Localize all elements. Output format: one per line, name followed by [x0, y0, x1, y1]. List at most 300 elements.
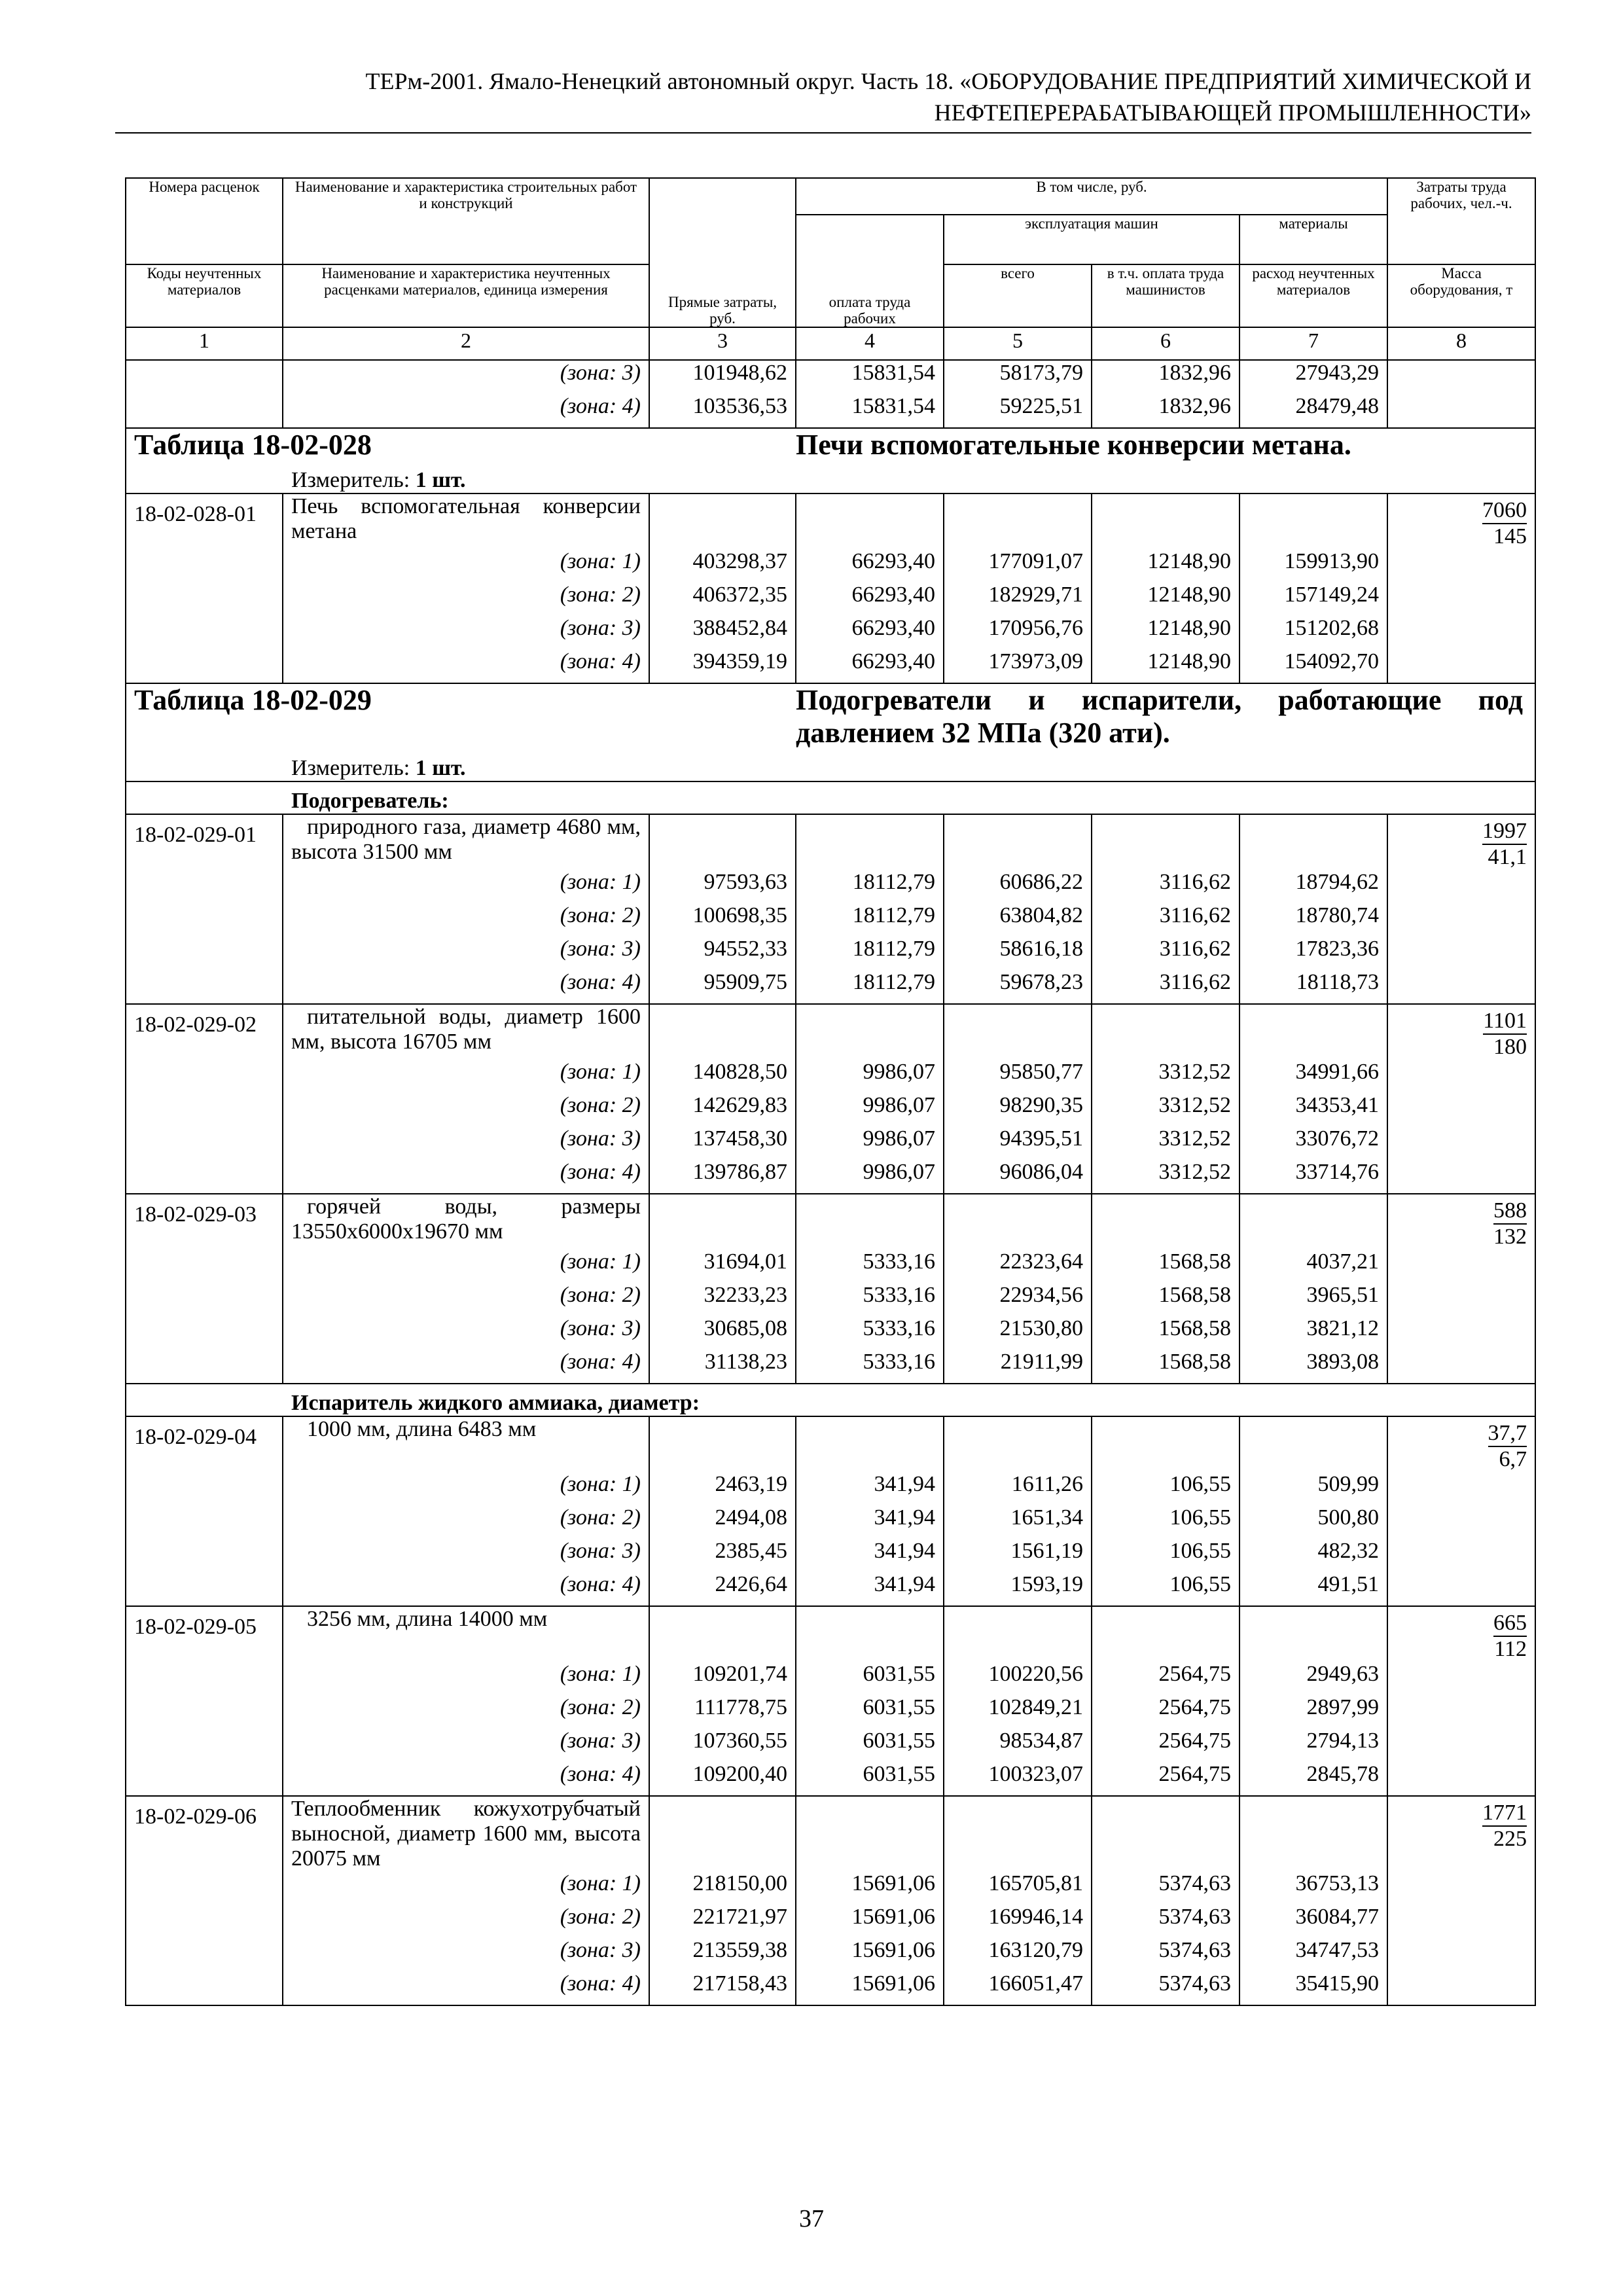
empty-value-cell [1092, 1004, 1240, 1060]
zone-label: (зона: 1) [283, 1060, 649, 1093]
machines-total-value: 166051,47 [944, 1971, 1092, 2005]
empty-code-cell [126, 903, 283, 937]
machinists-pay-value: 1568,58 [1092, 1316, 1240, 1350]
measure-label: Измеритель: [291, 756, 410, 780]
labor-costs-value: 1771 [1482, 1801, 1527, 1827]
direct-costs-value: 94552,33 [649, 937, 796, 970]
measure-row [126, 749, 1535, 781]
direct-costs-value: 30685,08 [649, 1316, 796, 1350]
col-labor-costs: Затраты труда рабочих, чел.-ч. [1387, 178, 1535, 264]
table-title: Печи вспомогательные конверсии метана. [796, 428, 1535, 461]
zone-label: (зона: 3) [283, 360, 649, 394]
direct-costs-value: 32233,23 [649, 1283, 796, 1316]
labor-and-mass [1387, 1796, 1535, 1871]
materials-value: 3965,51 [1240, 1283, 1387, 1316]
machinists-pay-value: 106,55 [1092, 1539, 1240, 1572]
empty-value-cell [1092, 814, 1240, 870]
rates-table [125, 177, 1536, 2006]
materials-value: 33076,72 [1240, 1126, 1387, 1160]
empty-value-cell [796, 1606, 944, 1662]
direct-costs-value: 109201,74 [649, 1662, 796, 1695]
col-including-rub: В том числе, руб. [796, 178, 1387, 215]
machinists-pay-value: 1832,96 [1092, 360, 1240, 394]
empty-labor-cell [1387, 1762, 1535, 1796]
direct-costs-value: 406372,35 [649, 583, 796, 616]
empty-code-cell [126, 1060, 283, 1093]
col-direct-costs: Прямые затраты, руб. [649, 178, 796, 327]
table-id [126, 683, 796, 749]
workers-pay-value: 66293,40 [796, 616, 944, 649]
empty-labor-cell [1387, 394, 1535, 428]
materials-value: 34991,66 [1240, 1060, 1387, 1093]
empty-value-cell [944, 814, 1092, 870]
materials-value: 17823,36 [1240, 937, 1387, 970]
machines-total-value: 170956,76 [944, 616, 1092, 649]
empty-labor-cell [1387, 1695, 1535, 1729]
empty-value-cell [649, 493, 796, 549]
machines-total-value: 60686,22 [944, 870, 1092, 903]
empty-value-cell [649, 814, 796, 870]
group-heading: Подогреватель: [126, 781, 1535, 814]
materials-value: 18118,73 [1240, 970, 1387, 1004]
empty-labor-cell [1387, 1283, 1535, 1316]
empty-code-cell [126, 1938, 283, 1971]
direct-costs-value: 2385,45 [649, 1539, 796, 1572]
zone-label: (зона: 1) [283, 1662, 649, 1695]
rate-name: горячей воды, размеры 13550x6000x19670 мм [283, 1194, 649, 1249]
zone-row [126, 1938, 1535, 1971]
zone-row [126, 616, 1535, 649]
empty-code-cell [126, 1160, 283, 1194]
zone-row [126, 1905, 1535, 1938]
materials-value: 3821,12 [1240, 1316, 1387, 1350]
labor-and-mass [1387, 1606, 1535, 1662]
machinists-pay-value: 3312,52 [1092, 1093, 1240, 1126]
empty-code-cell [126, 1729, 283, 1762]
group-heading: Испаритель жидкого аммиака, диаметр: [126, 1384, 1535, 1416]
materials-value: 491,51 [1240, 1572, 1387, 1606]
machines-total-value: 100323,07 [944, 1762, 1092, 1796]
empty-code-cell [126, 1283, 283, 1316]
zone-label: (зона: 2) [283, 1505, 649, 1539]
direct-costs-value: 403298,37 [649, 549, 796, 583]
col-incl-machinists: в т.ч. оплата труда машинистов [1092, 264, 1240, 327]
rate-name: Теплообменник кожухотрубчатый выносной, диаметр 1600 мм, высота 20075 мм [283, 1796, 649, 1871]
equipment-mass-value: 225 [1493, 1827, 1527, 1851]
rate-code: 18-02-029-04 [126, 1416, 283, 1472]
col-equipment-mass: Масса оборудования, т [1387, 264, 1535, 327]
labor-mass-fraction [1482, 498, 1527, 549]
materials-value: 18794,62 [1240, 870, 1387, 903]
zone-row [126, 1160, 1535, 1194]
machines-total-value: 102849,21 [944, 1695, 1092, 1729]
machines-total-value: 1593,19 [944, 1572, 1092, 1606]
direct-costs-value: 111778,75 [649, 1695, 796, 1729]
zone-label: (зона: 3) [283, 616, 649, 649]
empty-value-cell [796, 1416, 944, 1472]
machinists-pay-value: 106,55 [1092, 1472, 1240, 1505]
empty-value-cell [649, 1194, 796, 1249]
machines-total-value: 21911,99 [944, 1350, 1092, 1384]
materials-value: 482,32 [1240, 1539, 1387, 1572]
empty-code-cell [126, 583, 283, 616]
machines-total-value: 1561,19 [944, 1539, 1092, 1572]
rate-item-row [126, 1004, 1535, 1060]
workers-pay-value: 9986,07 [796, 1160, 944, 1194]
empty-value-cell [1240, 1416, 1387, 1472]
zone-row [126, 870, 1535, 903]
labor-costs-value: 588 [1493, 1198, 1527, 1225]
workers-pay-value: 15691,06 [796, 1871, 944, 1905]
empty-labor-cell [1387, 1905, 1535, 1938]
direct-costs-value: 140828,50 [649, 1060, 796, 1093]
zone-row [126, 1316, 1535, 1350]
workers-pay-value: 5333,16 [796, 1249, 944, 1283]
column-numbers-row [126, 327, 1535, 360]
col-number: 4 [796, 327, 944, 360]
workers-pay-value: 18112,79 [796, 870, 944, 903]
table-body [126, 360, 1535, 2005]
direct-costs-value: 101948,62 [649, 360, 796, 394]
materials-value: 500,80 [1240, 1505, 1387, 1539]
rate-code: 18-02-029-02 [126, 1004, 283, 1060]
empty-code-cell [126, 360, 283, 394]
empty-value-cell [1240, 1796, 1387, 1871]
empty-value-cell [944, 493, 1092, 549]
page-number: 37 [799, 2205, 824, 2233]
zone-label: (зона: 1) [283, 549, 649, 583]
empty-code-cell [126, 1905, 283, 1938]
empty-value-cell [649, 1796, 796, 1871]
materials-value: 154092,70 [1240, 649, 1387, 683]
zone-row [126, 1729, 1535, 1762]
empty-code-cell [126, 1971, 283, 2005]
col-machines-total: всего [944, 264, 1092, 327]
labor-and-mass [1387, 1416, 1535, 1472]
direct-costs-value: 218150,00 [649, 1871, 796, 1905]
workers-pay-value: 18112,79 [796, 903, 944, 937]
col-number: 8 [1387, 327, 1535, 360]
machinists-pay-value: 106,55 [1092, 1505, 1240, 1539]
machinists-pay-value: 5374,63 [1092, 1905, 1240, 1938]
empty-value-cell [944, 1796, 1092, 1871]
col-number: 5 [944, 327, 1092, 360]
machinists-pay-value: 12148,90 [1092, 616, 1240, 649]
col-uncounted-materials: расход неучтенных материалов [1240, 264, 1387, 327]
empty-labor-cell [1387, 1539, 1535, 1572]
rate-name: 3256 мм, длина 14000 мм [283, 1606, 649, 1662]
materials-value: 27943,29 [1240, 360, 1387, 394]
workers-pay-value: 6031,55 [796, 1695, 944, 1729]
zone-label: (зона: 2) [283, 1093, 649, 1126]
empty-labor-cell [1387, 1126, 1535, 1160]
workers-pay-value: 18112,79 [796, 937, 944, 970]
labor-and-mass [1387, 814, 1535, 870]
labor-costs-value: 1997 [1482, 819, 1527, 845]
direct-costs-value: 2494,08 [649, 1505, 796, 1539]
empty-value-cell [649, 1004, 796, 1060]
equipment-mass-value: 145 [1493, 524, 1527, 548]
machines-total-value: 59678,23 [944, 970, 1092, 1004]
empty-labor-cell [1387, 1938, 1535, 1971]
zone-row [126, 1971, 1535, 2005]
zone-label: (зона: 3) [283, 1729, 649, 1762]
workers-pay-value: 6031,55 [796, 1662, 944, 1695]
labor-costs-value: 1101 [1483, 1009, 1527, 1035]
machinists-pay-value: 2564,75 [1092, 1662, 1240, 1695]
direct-costs-value: 394359,19 [649, 649, 796, 683]
col-machine-operation: эксплуатация машин [944, 215, 1240, 264]
zone-label: (зона: 4) [283, 970, 649, 1004]
empty-labor-cell [1387, 937, 1535, 970]
zone-label: (зона: 2) [283, 1905, 649, 1938]
empty-labor-cell [1387, 1060, 1535, 1093]
measure-value: 1 шт. [415, 468, 466, 492]
zone-label: (зона: 2) [283, 1695, 649, 1729]
measure-value: 1 шт. [415, 756, 466, 780]
rate-name: Печь вспомогательная конверсии метана [283, 493, 649, 549]
zone-label: (зона: 3) [283, 1126, 649, 1160]
empty-code-cell [126, 1249, 283, 1283]
workers-pay-value: 15831,54 [796, 360, 944, 394]
machines-total-value: 177091,07 [944, 549, 1092, 583]
zone-label: (зона: 3) [283, 1938, 649, 1971]
empty-labor-cell [1387, 1729, 1535, 1762]
header-line-2: НЕФТЕПЕРЕРАБАТЫВАЮЩЕЙ ПРОМЫШЛЕННОСТИ» [934, 99, 1531, 126]
empty-value-cell [649, 1416, 796, 1472]
labor-costs-value: 7060 [1482, 498, 1527, 524]
rate-name: природного газа, диаметр 4680 мм, высота 31500 мм [283, 814, 649, 870]
empty-value-cell [944, 1416, 1092, 1472]
machines-total-value: 21530,80 [944, 1316, 1092, 1350]
rate-name: питательной воды, диаметр 1600 мм, высота 16705 мм [283, 1004, 649, 1060]
empty-labor-cell [1387, 1472, 1535, 1505]
machines-total-value: 96086,04 [944, 1160, 1092, 1194]
empty-value-cell [944, 1004, 1092, 1060]
zone-label: (зона: 4) [283, 1350, 649, 1384]
direct-costs-value: 109200,40 [649, 1762, 796, 1796]
rate-item-row [126, 1796, 1535, 1871]
zone-label: (зона: 4) [283, 1160, 649, 1194]
empty-value-cell [1092, 1416, 1240, 1472]
col-name-works: Наименование и характеристика строительных работ и конструкций [283, 178, 649, 264]
empty-code-cell [126, 1126, 283, 1160]
empty-code-cell [126, 1662, 283, 1695]
materials-value: 3893,08 [1240, 1350, 1387, 1384]
machines-total-value: 58616,18 [944, 937, 1092, 970]
empty-labor-cell [1387, 549, 1535, 583]
workers-pay-value: 18112,79 [796, 970, 944, 1004]
machines-total-value: 98534,87 [944, 1729, 1092, 1762]
zone-label: (зона: 2) [283, 583, 649, 616]
empty-value-cell [944, 1194, 1092, 1249]
rate-code: 18-02-029-01 [126, 814, 283, 870]
machinists-pay-value: 2564,75 [1092, 1762, 1240, 1796]
group-heading-row [126, 1384, 1535, 1416]
equipment-mass-value: 6,7 [1499, 1447, 1527, 1471]
empty-labor-cell [1387, 1871, 1535, 1905]
empty-value-cell [944, 1606, 1092, 1662]
direct-costs-value: 100698,35 [649, 903, 796, 937]
zone-label: (зона: 1) [283, 870, 649, 903]
empty-code-cell [126, 870, 283, 903]
zone-row [126, 1350, 1535, 1384]
direct-costs-value: 217158,43 [649, 1971, 796, 2005]
rate-code: 18-02-028-01 [126, 493, 283, 549]
empty-labor-cell [1387, 583, 1535, 616]
direct-costs-value: 213559,38 [649, 1938, 796, 1971]
empty-code-cell [126, 1316, 283, 1350]
empty-labor-cell [1387, 970, 1535, 1004]
zone-label: (зона: 4) [283, 649, 649, 683]
empty-value-cell [1092, 1194, 1240, 1249]
empty-labor-cell [1387, 1316, 1535, 1350]
empty-value-cell [1240, 814, 1387, 870]
direct-costs-value: 139786,87 [649, 1160, 796, 1194]
zone-label: (зона: 1) [283, 1871, 649, 1905]
materials-value: 35415,90 [1240, 1971, 1387, 2005]
rate-item-row [126, 1416, 1535, 1472]
machinists-pay-value: 106,55 [1092, 1572, 1240, 1606]
workers-pay-value: 341,94 [796, 1505, 944, 1539]
machines-total-value: 58173,79 [944, 360, 1092, 394]
materials-value: 2897,99 [1240, 1695, 1387, 1729]
materials-value: 4037,21 [1240, 1249, 1387, 1283]
materials-value: 157149,24 [1240, 583, 1387, 616]
empty-labor-cell [1387, 1160, 1535, 1194]
zone-row [126, 1871, 1535, 1905]
machines-total-value: 22934,56 [944, 1283, 1092, 1316]
empty-value-cell [796, 1796, 944, 1871]
empty-value-cell [649, 1606, 796, 1662]
zone-row [126, 1126, 1535, 1160]
machines-total-value: 63804,82 [944, 903, 1092, 937]
direct-costs-value: 31694,01 [649, 1249, 796, 1283]
table-title-row [126, 683, 1535, 749]
zone-row [126, 1249, 1535, 1283]
col-number: 6 [1092, 327, 1240, 360]
labor-mass-fraction [1483, 1009, 1527, 1060]
col-number: 1 [126, 327, 283, 360]
materials-value: 33714,76 [1240, 1160, 1387, 1194]
machines-total-value: 59225,51 [944, 394, 1092, 428]
workers-pay-value: 66293,40 [796, 649, 944, 683]
machinists-pay-value: 2564,75 [1092, 1695, 1240, 1729]
labor-and-mass [1387, 493, 1535, 549]
measure-cell [126, 749, 1535, 781]
machinists-pay-value: 1568,58 [1092, 1283, 1240, 1316]
empty-labor-cell [1387, 1572, 1535, 1606]
workers-pay-value: 9986,07 [796, 1060, 944, 1093]
machines-total-value: 169946,14 [944, 1905, 1092, 1938]
direct-costs-value: 388452,84 [649, 616, 796, 649]
table-id [126, 428, 796, 461]
workers-pay-value: 341,94 [796, 1539, 944, 1572]
empty-code-cell [126, 616, 283, 649]
zone-row [126, 1283, 1535, 1316]
rate-item-row [126, 814, 1535, 870]
labor-and-mass [1387, 1194, 1535, 1249]
zone-row [126, 1572, 1535, 1606]
machines-total-value: 182929,71 [944, 583, 1092, 616]
zone-label: (зона: 2) [283, 1283, 649, 1316]
materials-value: 2949,63 [1240, 1662, 1387, 1695]
table-title: Подогреватели и испарители, работающие под давлением 32 МПа (320 ати). [796, 683, 1535, 749]
empty-code-cell [126, 1695, 283, 1729]
labor-mass-fraction [1493, 1611, 1527, 1662]
empty-code-cell [126, 394, 283, 428]
empty-labor-cell [1387, 1249, 1535, 1283]
machinists-pay-value: 12148,90 [1092, 549, 1240, 583]
zone-row [126, 1662, 1535, 1695]
workers-pay-value: 5333,16 [796, 1283, 944, 1316]
machinists-pay-value: 12148,90 [1092, 649, 1240, 683]
workers-pay-value: 9986,07 [796, 1093, 944, 1126]
direct-costs-value: 103536,53 [649, 394, 796, 428]
machinists-pay-value: 3312,52 [1092, 1060, 1240, 1093]
zone-label: (зона: 1) [283, 1249, 649, 1283]
col-number: 2 [283, 327, 649, 360]
empty-code-cell [126, 1539, 283, 1572]
workers-pay-value: 15831,54 [796, 394, 944, 428]
empty-code-cell [126, 937, 283, 970]
direct-costs-value: 97593,63 [649, 870, 796, 903]
empty-value-cell [1092, 1606, 1240, 1662]
empty-value-cell [796, 814, 944, 870]
labor-costs-value: 37,7 [1488, 1421, 1527, 1447]
zone-label: (зона: 4) [283, 1572, 649, 1606]
machinists-pay-value: 3312,52 [1092, 1126, 1240, 1160]
materials-value: 151202,68 [1240, 616, 1387, 649]
machinists-pay-value: 1568,58 [1092, 1249, 1240, 1283]
machines-total-value: 173973,09 [944, 649, 1092, 683]
empty-labor-cell [1387, 1350, 1535, 1384]
equipment-mass-value: 132 [1493, 1225, 1527, 1249]
machines-total-value: 163120,79 [944, 1938, 1092, 1971]
zone-row [126, 583, 1535, 616]
zone-label: (зона: 3) [283, 1316, 649, 1350]
zone-label: (зона: 2) [283, 903, 649, 937]
labor-costs-value: 665 [1493, 1611, 1527, 1637]
empty-value-cell [1240, 1606, 1387, 1662]
empty-value-cell [1240, 1194, 1387, 1249]
materials-value: 36753,13 [1240, 1871, 1387, 1905]
empty-code-cell [126, 549, 283, 583]
workers-pay-value: 66293,40 [796, 549, 944, 583]
machines-total-value: 100220,56 [944, 1662, 1092, 1695]
machines-total-value: 95850,77 [944, 1060, 1092, 1093]
zone-row [126, 360, 1535, 394]
equipment-mass-value: 112 [1494, 1637, 1527, 1661]
machines-total-value: 1651,34 [944, 1505, 1092, 1539]
labor-mass-fraction [1493, 1198, 1527, 1249]
empty-labor-cell [1387, 1505, 1535, 1539]
empty-labor-cell [1387, 360, 1535, 394]
empty-value-cell [1240, 1004, 1387, 1060]
materials-value: 2794,13 [1240, 1729, 1387, 1762]
machinists-pay-value: 1568,58 [1092, 1350, 1240, 1384]
rate-code: 18-02-029-06 [126, 1796, 283, 1871]
empty-code-cell [126, 1572, 283, 1606]
machines-total-value: 94395,51 [944, 1126, 1092, 1160]
direct-costs-value: 2463,19 [649, 1472, 796, 1505]
empty-labor-cell [1387, 649, 1535, 683]
workers-pay-value: 341,94 [796, 1572, 944, 1606]
zone-row [126, 649, 1535, 683]
materials-value: 159913,90 [1240, 549, 1387, 583]
workers-pay-value: 15691,06 [796, 1938, 944, 1971]
zone-row [126, 903, 1535, 937]
